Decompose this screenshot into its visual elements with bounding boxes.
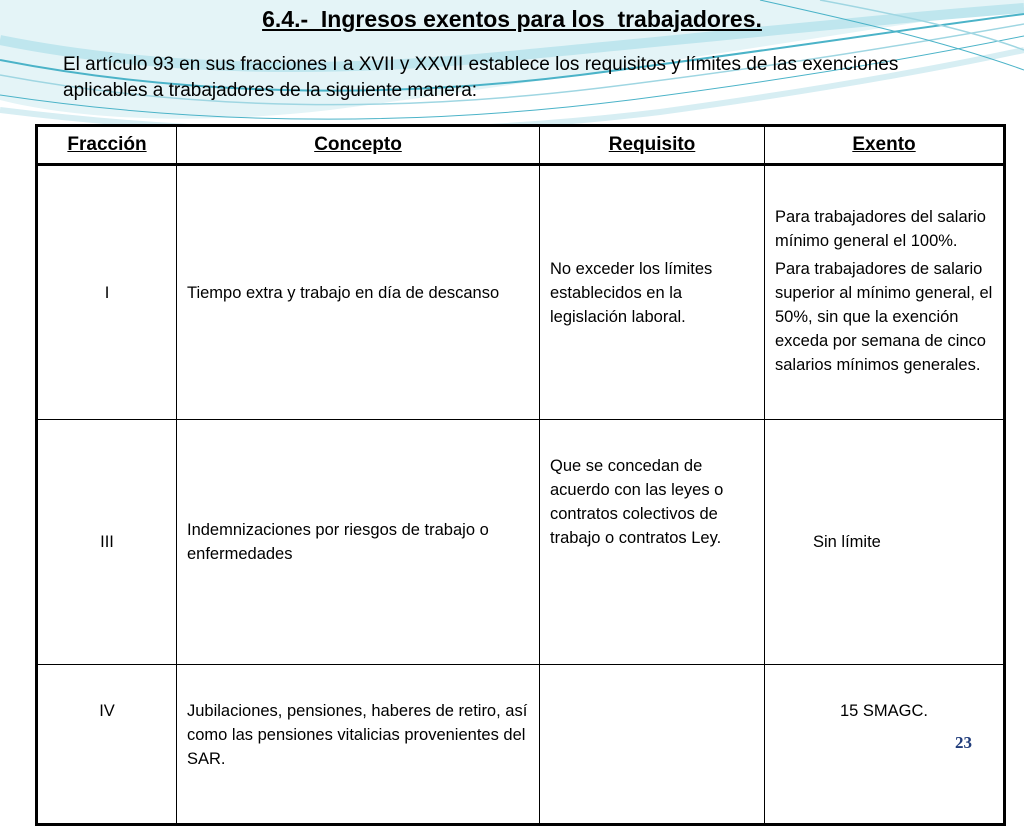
table-row — [37, 665, 1005, 825]
cell-requisito — [540, 665, 765, 825]
exento-text-2: Para trabajadores de salario superior al mínimo general, el 50%, sin que la exención exceda por semana de cinco salarios mínimos generales. — [775, 259, 993, 374]
header-concepto: Concepto — [177, 126, 540, 165]
exento-text-1: Para trabajadores del salario mínimo general el 100%. — [775, 207, 986, 250]
table-row — [37, 420, 1005, 665]
cell-exento: Sin límite — [765, 420, 1005, 665]
table-header-row — [37, 126, 1005, 165]
cell-requisito: No exceder los límites establecidos en la legislación laboral. — [540, 165, 765, 420]
cell-concepto: Jubilaciones, pensiones, haberes de retiro, así como las pensiones vitalicias provenientes del SAR. — [177, 665, 540, 825]
intro-paragraph: El artículo 93 en sus fracciones I a XVII y XXVII establece los requisitos y límites de las exenciones aplicables a trabajadores de la siguiente manera: — [63, 54, 899, 101]
header-fraccion: Fracción — [37, 126, 177, 165]
cell-concepto: Indemnizaciones por riesgos de trabajo o enfermedades — [177, 420, 540, 665]
cell-fraccion: I — [37, 165, 177, 420]
cell-fraccion: IV — [37, 665, 177, 825]
cell-exento: 15 SMAGC. — [765, 665, 1005, 825]
cell-exento — [765, 165, 1005, 420]
page-number: 23 — [955, 733, 972, 752]
header-requisito: Requisito — [540, 126, 765, 165]
cell-concepto: Tiempo extra y trabajo en día de descanso — [177, 165, 540, 420]
header-exento: Exento — [765, 126, 1005, 165]
slide-title: 6.4.- Ingresos exentos para los trabajadores. — [262, 6, 762, 32]
exemptions-table — [35, 124, 1006, 826]
table-row — [37, 165, 1005, 420]
cell-fraccion: III — [37, 420, 177, 665]
cell-requisito: Que se concedan de acuerdo con las leyes o contratos colectivos de trabajo o contratos Ley. — [540, 420, 765, 665]
